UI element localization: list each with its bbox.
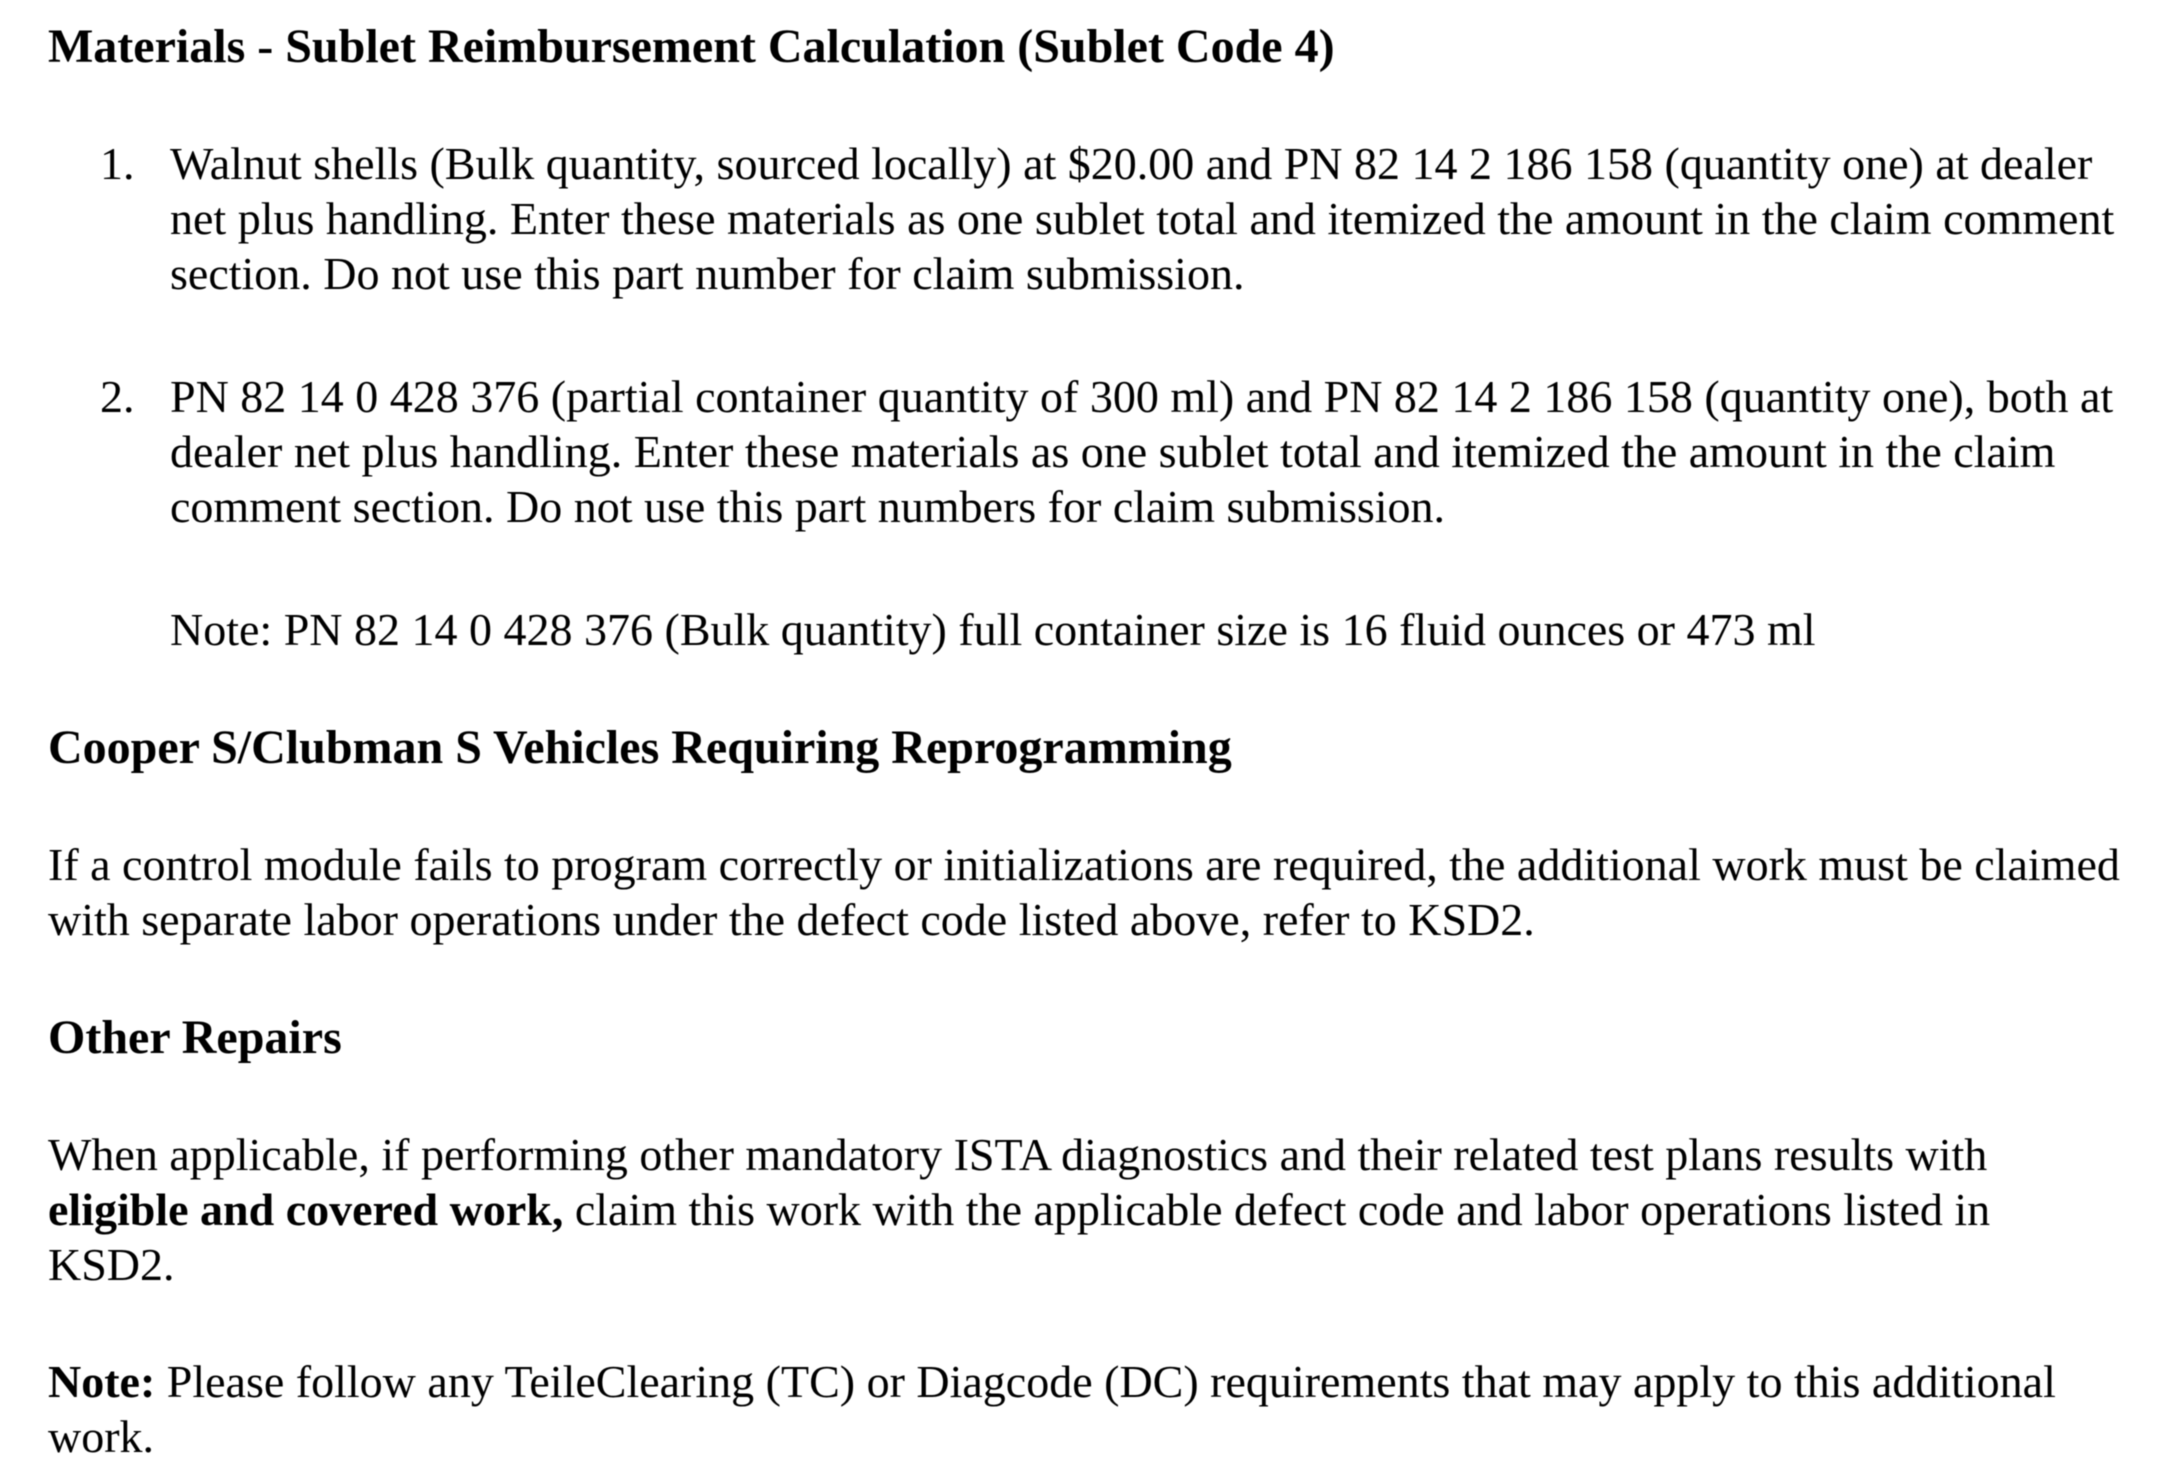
list-item-text: Walnut shells (Bulk quantity, sourced locally) at $20.00 and PN 82 14 2 186 158 (quantity one) at dealer net plus handling. Enter these materials as one sublet total and itemized the amount in the claim comment section. Do not use this part number for claim submission. (170, 138, 2115, 299)
heading-reprogramming: Cooper S/Clubman S Vehicles Requiring Reprogramming (48, 721, 1232, 774)
list-item-walnut-shells (100, 136, 2123, 301)
list-item-number: 2. (100, 371, 135, 422)
materials-note: Note: PN 82 14 0 428 376 (Bulk quantity) full container size is 16 fluid ounces or 473 ml (170, 604, 1816, 655)
closing-note-text: Please follow any TeileClearing (TC) or Diagcode (DC) requirements that may apply to this additional work. (48, 1356, 2056, 1461)
other-repairs-text-before: When applicable, if performing other mandatory ISTA diagnostics and their related test plans results with (48, 1129, 1988, 1180)
closing-note-paragraph (48, 1354, 2123, 1461)
other-repairs-paragraph (48, 1127, 2123, 1292)
heading-other-repairs: Other Repairs (48, 1011, 342, 1064)
list-item-text: PN 82 14 0 428 376 (partial container quantity of 300 ml) and PN 82 14 2 186 158 (quantity one), both at dealer net plus handling. Enter these materials as one sublet total and itemized the amount in the claim comment section. Do not use this part numbers for claim submission. (170, 371, 2114, 532)
list-item-number: 1. (100, 138, 135, 189)
closing-note-label: Note: (48, 1356, 156, 1407)
list-item-partial-container (100, 369, 2123, 534)
other-repairs-text-after: claim this work with the applicable defect code and labor operations listed in KSD2. (48, 1184, 1991, 1290)
heading-materials-sublet-reimbursement: Materials - Sublet Reimbursement Calculation (Sublet Code 4) (48, 20, 1335, 73)
other-repairs-text-bold: eligible and covered work, (48, 1184, 564, 1235)
reprogramming-paragraph: If a control module fails to program correctly or initializations are required, the additional work must be claimed with separate labor operations under the defect code listed above, refer to KSD2. (48, 839, 2120, 945)
